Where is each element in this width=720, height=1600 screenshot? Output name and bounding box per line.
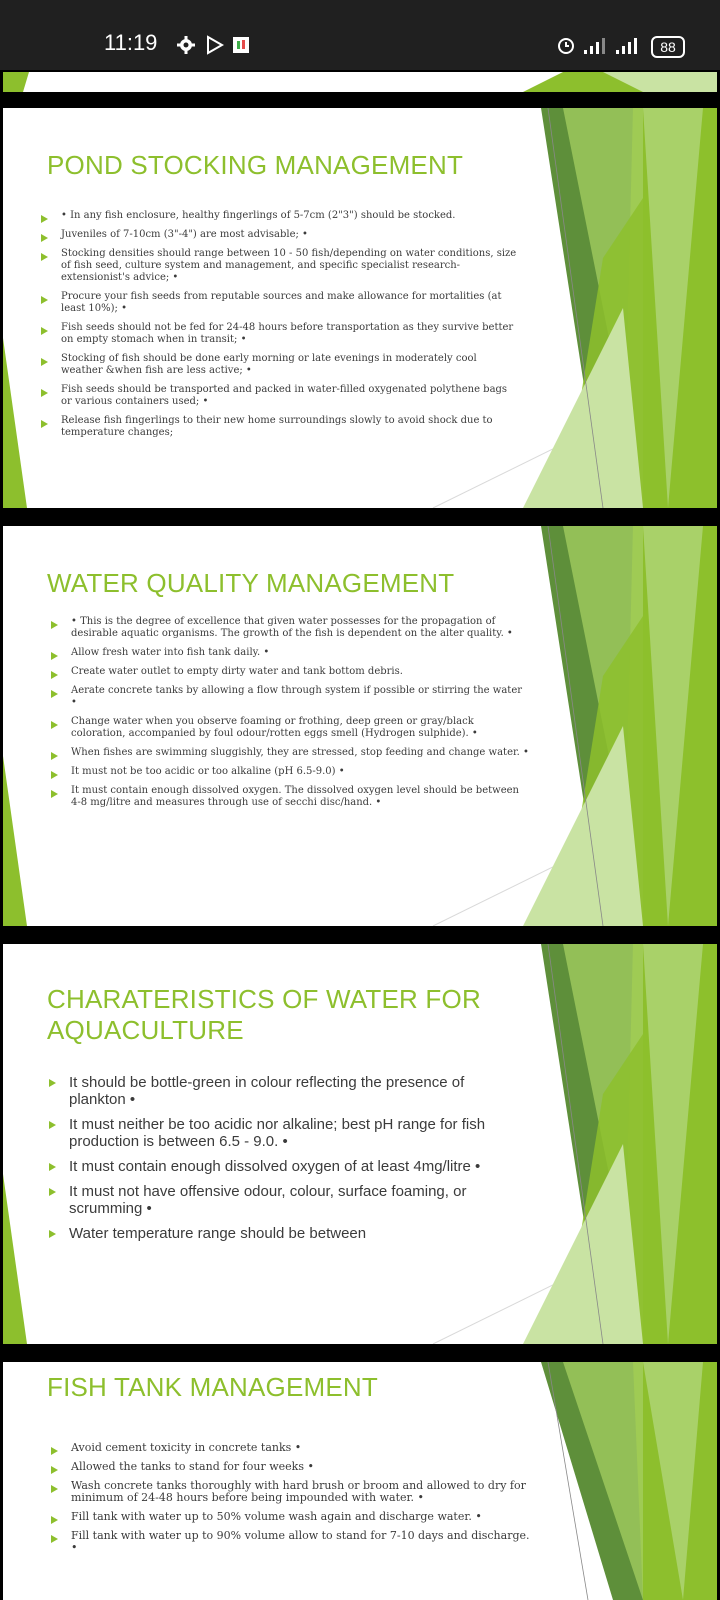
list-item: Wash concrete tanks thoroughly with hard brush or broom and allowed to dry for minimum of 24-48 hours before being impounded with water. • — [49, 1480, 531, 1504]
slide-decoration — [3, 72, 717, 92]
list-item: Release fish fingerlings to their new home surroundings slowly to avoid shock due to temperature changes; — [39, 415, 521, 439]
app-notification-icon — [232, 36, 250, 54]
list-item: Procure your fish seeds from reputable sources and make allowance for mortalities (at least 10%); • — [39, 291, 521, 315]
slide-partial-top — [3, 72, 717, 92]
slide-water-characteristics — [3, 944, 717, 1344]
battery-icon: 88 — [651, 36, 685, 58]
settings-icon — [176, 35, 196, 55]
list-item: Create water outlet to empty dirty water and tank bottom debris. — [49, 666, 531, 678]
play-store-icon — [206, 35, 224, 55]
slide-water-quality — [3, 526, 717, 926]
list-item: Fish seeds should be transported and packed in water-filled oxygenated polythene bags or various containers used; • — [39, 384, 521, 408]
slide-title-line-2: AQUACULTURE — [47, 1015, 244, 1045]
list-item: Fish seeds should not be fed for 24-48 hours before transportation as they survive better on empty stomach when in transit; • — [39, 322, 521, 346]
list-item: Stocking of fish should be done early morning or late evenings in moderately cool weather &when fish are less active; • — [39, 353, 521, 377]
list-item: Allow fresh water into fish tank daily. • — [49, 647, 531, 659]
bullet-list — [39, 210, 521, 446]
list-item: It must not be too acidic or too alkaline (pH 6.5-9.0) • — [49, 766, 531, 778]
bullet-list — [47, 1074, 509, 1250]
bullet-list — [49, 1442, 531, 1561]
alarm-icon — [556, 35, 576, 55]
list-item: Juveniles of 7-10cm (3"-4") are most advisable; • — [39, 229, 521, 241]
list-item: Change water when you observe foaming or frothing, deep green or gray/black coloration, accompanied by foul odour/rotten eggs smell (Hydrogen sulphide). • — [49, 716, 531, 740]
list-item: Fill tank with water up to 50% volume wash again and discharge water. • — [49, 1511, 531, 1523]
slide-title-line-1: CHARATERISTICS OF WATER FOR — [47, 984, 481, 1014]
list-item: • This is the degree of excellence that given water possesses for the propagation of desirable aquatic organisms. The growth of the fish is dependent on the alter quality. • — [49, 616, 531, 640]
slide-fish-tank — [3, 1362, 717, 1600]
list-item: • In any fish enclosure, healthy fingerlings of 5-7cm (2"3") should be stocked. — [39, 210, 521, 222]
status-bar — [0, 0, 720, 70]
list-item: It must contain enough dissolved oxygen of at least 4mg/litre • — [47, 1158, 509, 1175]
signal-icon-2 — [616, 36, 640, 54]
list-item: It must neither be too acidic nor alkaline; best pH range for fish production is between 6.5 - 9.0. • — [47, 1116, 509, 1150]
list-item: When fishes are swimming sluggishly, they are stressed, stop feeding and change water. • — [49, 747, 531, 759]
list-item: Stocking densities should range between 10 - 50 fish/depending on water conditions, size of fish seed, culture system and management, and specific specialist research-extensionist's advice; • — [39, 248, 521, 284]
list-item: Avoid cement toxicity in concrete tanks • — [49, 1442, 531, 1454]
slide-pond-stocking — [3, 108, 717, 508]
slide-title: POND STOCKING MANAGEMENT — [47, 150, 464, 180]
list-item: It must contain enough dissolved oxygen. The dissolved oxygen level should be between 4-8 mg/litre and measures through use of secchi disc/hand. • — [49, 785, 531, 809]
list-item: It should be bottle-green in colour reflecting the presence of plankton • — [47, 1074, 509, 1108]
list-item: It must not have offensive odour, colour, surface foaming, or scrumming • — [47, 1183, 509, 1217]
list-item: Allowed the tanks to stand for four weeks • — [49, 1461, 531, 1473]
list-item: Fill tank with water up to 90% volume allow to stand for 7-10 days and discharge. • — [49, 1530, 531, 1554]
signal-icon — [584, 36, 608, 54]
bullet-list — [49, 616, 531, 816]
slide-title: FISH TANK MANAGEMENT — [47, 1372, 378, 1402]
slide-title — [47, 984, 481, 1046]
slide-title: WATER QUALITY MANAGEMENT — [47, 568, 455, 598]
list-item: Water temperature range should be between — [47, 1225, 509, 1242]
list-item: Aerate concrete tanks by allowing a flow through system if possible or stirring the water • — [49, 685, 531, 709]
status-time: 11:19 — [104, 30, 158, 55]
